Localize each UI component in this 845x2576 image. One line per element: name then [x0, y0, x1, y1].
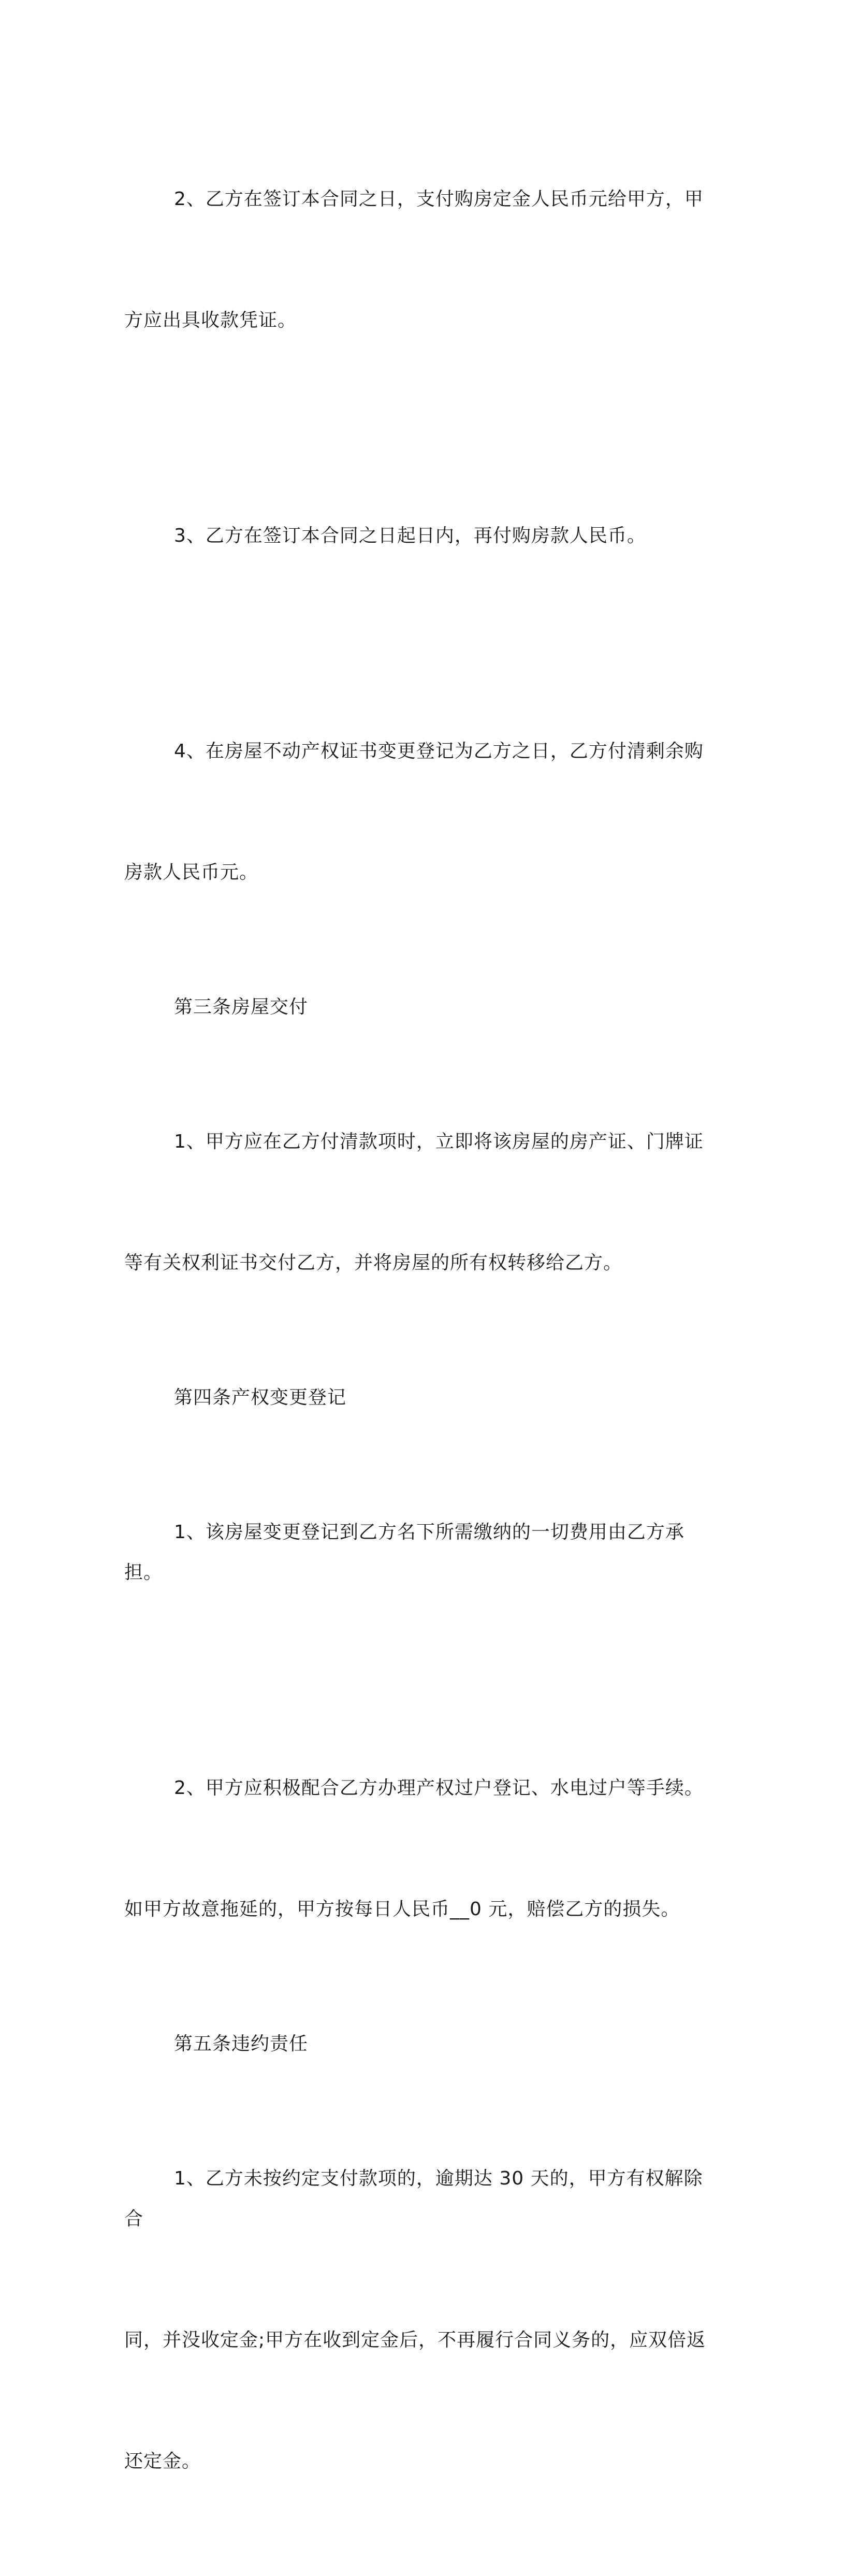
paragraph-2-deposit	[124, 98, 720, 422]
section-heading-5-liability	[124, 2024, 720, 2064]
paragraph-delivery-1	[124, 1041, 720, 1364]
paragraph-line: 同，并没收定金;甲方在收到定金后，不再履行合同义务的，应双倍返	[124, 2329, 706, 2351]
paragraph-line: 3、乙方在签订本合同之日起日内，再付购房款人民币。	[174, 525, 646, 546]
document-body	[124, 98, 720, 2576]
paragraph-line: 如甲方故意拖延的，甲方按每日人民币__0 元，赔偿乙方的损失。	[124, 1899, 680, 1920]
heading-text: 第三条房屋交付	[174, 996, 309, 1018]
paragraph-line: 房款人民币元。	[124, 862, 259, 883]
paragraph-registration-1	[124, 1431, 720, 1674]
heading-text: 第四条产权变更登记	[174, 1387, 347, 1408]
paragraph-registration-2	[124, 1687, 720, 2010]
paragraph-line: 方应出具收款凭证。	[124, 310, 297, 331]
paragraph-liability-1	[124, 2078, 720, 2563]
paragraph-line: 等有关权利证书交付乙方，并将房屋的所有权转移给乙方。	[124, 1252, 623, 1273]
paragraph-line: 2、乙方在签订本合同之日，支付购房定金人民币元给甲方，甲	[174, 189, 704, 210]
section-heading-4-registration	[124, 1378, 720, 1418]
paragraph-line: 还定金。	[124, 2451, 201, 2472]
paragraph-line: 1、甲方应在乙方付清款项时，立即将该房屋的房产证、门牌证	[174, 1131, 704, 1152]
paragraph-line: 1、乙方未按约定支付款项的，逾期达 30 天的，甲方有权解除合	[124, 2168, 703, 2230]
paragraph-4-remaining-payment	[124, 650, 720, 974]
paragraph-line: 1、该房屋变更登记到乙方名下所需缴纳的一切费用由乙方承担。	[124, 1522, 684, 1583]
paragraph-3-payment	[124, 435, 720, 637]
paragraph-line: 4、在房屋不动产权证书变更登记为乙方之日，乙方付清剩余购	[174, 741, 704, 762]
heading-text: 第五条违约责任	[174, 2033, 309, 2054]
section-heading-3-delivery	[124, 987, 720, 1027]
paragraph-line: 2、甲方应积极配合乙方办理产权过户登记、水电过户等手续。	[174, 1777, 704, 1799]
